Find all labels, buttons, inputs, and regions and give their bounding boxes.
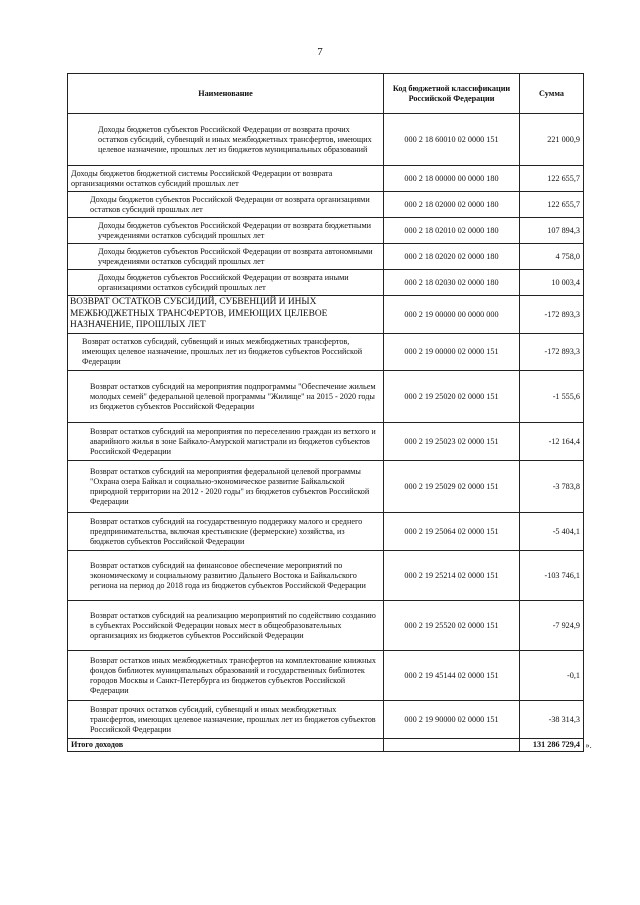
row-name: Возврат остатков субсидий на финансовое обеспечение мероприятий по экономическому и социальному развитию Дальнего Востока и Байкальского региона на период до 2018 года из бюджетов субъектов Российской Федерации	[68, 551, 384, 601]
row-code: 000 2 19 00000 02 0000 151	[384, 334, 520, 371]
row-name: Доходы бюджетов субъектов Российской Федерации от возврата прочих остатков субсидий, субвенций и иных межбюджетных трансфертов, имеющих целевое назначение, прошлых лет из бюджетов муниципальных образований	[68, 114, 384, 166]
table-row	[68, 334, 584, 371]
row-code: 000 2 18 02020 02 0000 180	[384, 244, 520, 270]
table-row	[68, 423, 584, 461]
row-sum: -5 404,1	[520, 513, 584, 551]
row-name: Возврат остатков субсидий на мероприятия федеральной целевой программы "Охрана озера Байкал и социально-экономическое развитие Байкальской природной территории на 2012 - 2020 годы" из бюджетов субъектов Российской Федерации	[68, 461, 384, 513]
total-row	[68, 739, 584, 752]
header-sum: Сумма	[520, 74, 584, 114]
table-row	[68, 461, 584, 513]
table-row	[68, 601, 584, 651]
table-row	[68, 371, 584, 423]
row-sum: 122 655,7	[520, 192, 584, 218]
row-sum: -3 783,8	[520, 461, 584, 513]
table-row	[68, 192, 584, 218]
table-row	[68, 296, 584, 334]
table-row	[68, 270, 584, 296]
row-code: 000 2 18 02010 02 0000 180	[384, 218, 520, 244]
row-name: Доходы бюджетов субъектов Российской Федерации от возврата организациями остатков субсидий прошлых лет	[68, 192, 384, 218]
total-label: Итого доходов	[68, 739, 384, 752]
total-sum: 131 286 729,4	[520, 739, 584, 752]
row-code: 000 2 19 25214 02 0000 151	[384, 551, 520, 601]
header-code: Код бюджетной классификации Российской Федерации	[384, 74, 520, 114]
table-row	[68, 244, 584, 270]
row-sum: 10 003,4	[520, 270, 584, 296]
page-number: 7	[317, 46, 323, 58]
row-name: Возврат остатков субсидий на государственную поддержку малого и среднего предпринимательства, включая крестьянские (фермерские) хозяйства, из бюджетов субъектов Российской Федерации	[68, 513, 384, 551]
row-sum: -103 746,1	[520, 551, 584, 601]
row-sum: -7 924,9	[520, 601, 584, 651]
row-code: 000 2 19 90000 02 0000 151	[384, 701, 520, 739]
row-code: 000 2 19 25520 02 0000 151	[384, 601, 520, 651]
header-name: Наименование	[68, 74, 384, 114]
table-row	[68, 651, 584, 701]
row-code: 000 2 18 02030 02 0000 180	[384, 270, 520, 296]
row-code: 000 2 19 25023 02 0000 151	[384, 423, 520, 461]
row-name: Доходы бюджетов субъектов Российской Федерации от возврата иными организациями остатков субсидий прошлых лет	[68, 270, 384, 296]
row-sum: -1 555,6	[520, 371, 584, 423]
row-name: Возврат прочих остатков субсидий, субвенций и иных межбюджетных трансфертов, имеющих целевое назначение, прошлых лет из бюджетов субъектов Российской Федерации	[68, 701, 384, 739]
table-row	[68, 551, 584, 601]
row-sum: -12 164,4	[520, 423, 584, 461]
table-row	[68, 166, 584, 192]
row-sum: -0,1	[520, 651, 584, 701]
row-name: Возврат остатков субсидий на мероприятия подпрограммы "Обеспечение жильем молодых семей" федеральной целевой программы "Жилище" на 2015 - 2020 годы из бюджетов субъектов Российской Федерации	[68, 371, 384, 423]
row-name: ВОЗВРАТ ОСТАТКОВ СУБСИДИЙ, СУБВЕНЦИЙ И ИНЫХ МЕЖБЮДЖЕТНЫХ ТРАНСФЕРТОВ, ИМЕЮЩИХ ЦЕЛЕВОЕ НАЗНАЧЕНИЕ, ПРОШЛЫХ ЛЕТ	[68, 296, 384, 334]
total-suffix: ».	[585, 740, 592, 750]
row-name: Доходы бюджетов субъектов Российской Федерации от возврата автономными учреждениями остатков субсидий прошлых лет	[68, 244, 384, 270]
row-sum: -38 314,3	[520, 701, 584, 739]
row-sum: 107 894,3	[520, 218, 584, 244]
row-name: Возврат остатков субсидий на реализацию мероприятий по содействию созданию в субъектах Российской Федерации новых мест в общеобразовательных организациях из бюджетов субъектов Российской Федерации	[68, 601, 384, 651]
row-code: 000 2 19 45144 02 0000 151	[384, 651, 520, 701]
table-row	[68, 513, 584, 551]
row-code: 000 2 18 60010 02 0000 151	[384, 114, 520, 166]
row-sum: -172 893,3	[520, 334, 584, 371]
budget-table	[67, 73, 584, 752]
row-name: Доходы бюджетов бюджетной системы Российской Федерации от возврата организациями остатков субсидий прошлых лет	[68, 166, 384, 192]
row-sum: 122 655,7	[520, 166, 584, 192]
row-code: 000 2 19 00000 00 0000 000	[384, 296, 520, 334]
table-row	[68, 218, 584, 244]
table-header-row	[68, 74, 584, 114]
total-code-empty	[384, 739, 520, 752]
table-row	[68, 114, 584, 166]
row-code: 000 2 19 25020 02 0000 151	[384, 371, 520, 423]
row-code: 000 2 19 25064 02 0000 151	[384, 513, 520, 551]
row-name: Доходы бюджетов субъектов Российской Федерации от возврата бюджетными учреждениями остатков субсидий прошлых лет	[68, 218, 384, 244]
row-code: 000 2 18 00000 00 0000 180	[384, 166, 520, 192]
row-sum: 221 000,9	[520, 114, 584, 166]
row-name: Возврат остатков субсидий, субвенций и иных межбюджетных трансфертов, имеющих целевое назначение, прошлых лет из бюджетов субъектов Российской Федерации	[68, 334, 384, 371]
table-row	[68, 701, 584, 739]
row-name: Возврат остатков иных межбюджетных трансфертов на комплектование книжных фондов библиотек муниципальных образований и государственных библиотек городов Москвы и Санкт-Петербурга из бюджетов субъектов Российской Федерации	[68, 651, 384, 701]
row-sum: -172 893,3	[520, 296, 584, 334]
row-code: 000 2 18 02000 02 0000 180	[384, 192, 520, 218]
row-code: 000 2 19 25029 02 0000 151	[384, 461, 520, 513]
row-sum: 4 758,0	[520, 244, 584, 270]
row-name: Возврат остатков субсидий на мероприятия по переселению граждан из ветхого и аварийного жилья в зоне Байкало-Амурской магистрали из бюджетов субъектов Российской Федерации	[68, 423, 384, 461]
